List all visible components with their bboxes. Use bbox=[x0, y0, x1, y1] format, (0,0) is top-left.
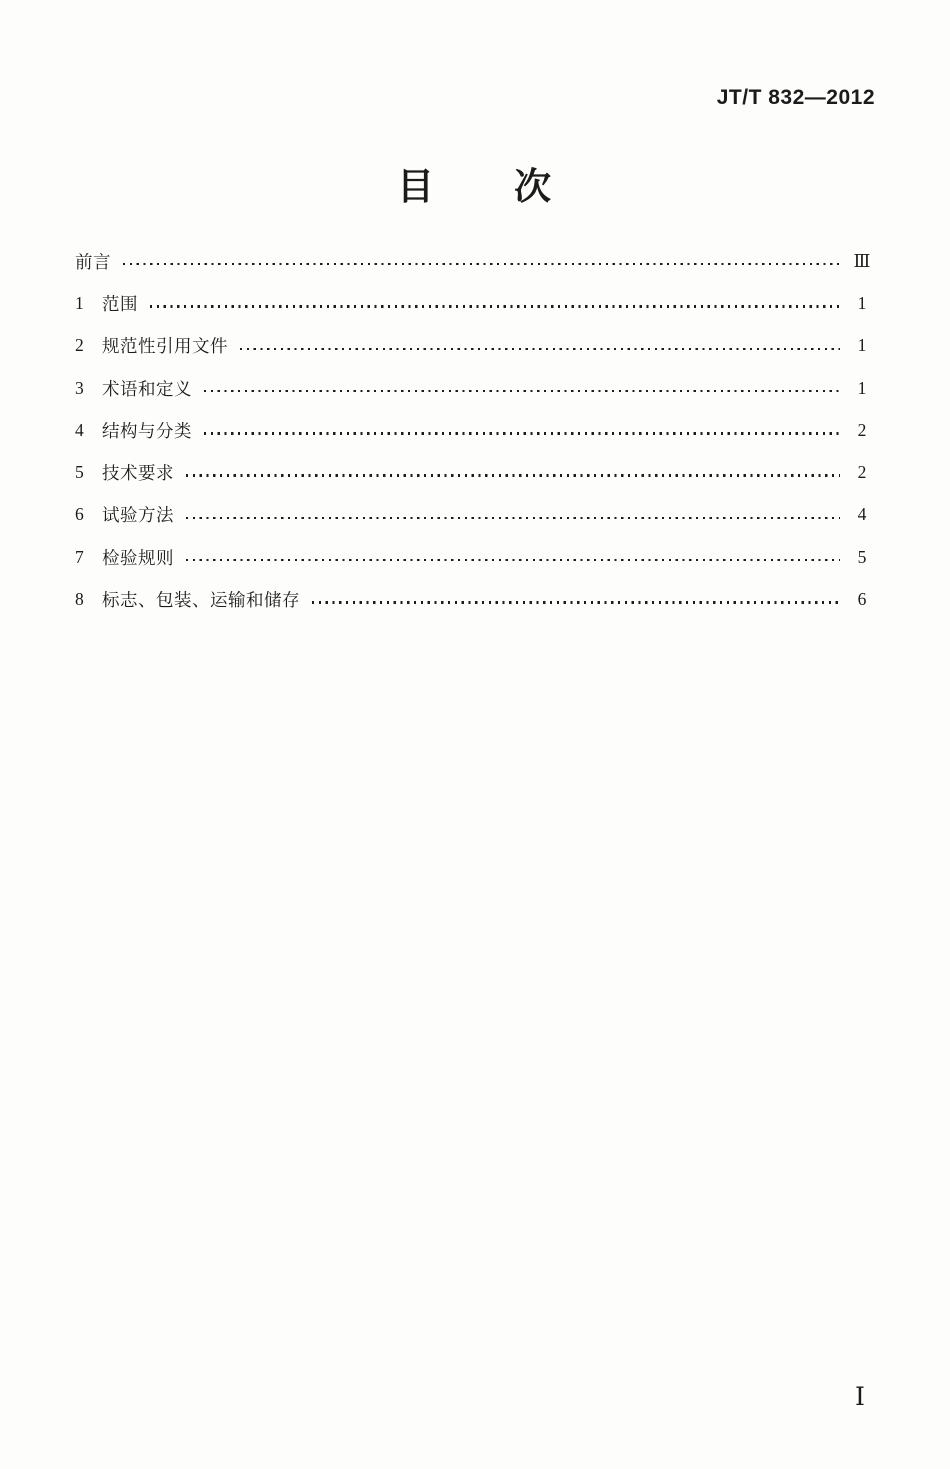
toc-entry-marking-packaging-transport-storage bbox=[75, 578, 874, 620]
dot-leader bbox=[204, 390, 840, 392]
toc-entry-page: 5 bbox=[857, 546, 867, 567]
toc-entry-number: 4 bbox=[75, 419, 84, 440]
toc-entry-technical-requirements bbox=[75, 451, 874, 493]
toc-entry-title: 规范性引用文件 bbox=[102, 336, 228, 357]
dot-leader bbox=[204, 432, 840, 434]
toc-entry-page: 1 bbox=[857, 292, 867, 313]
toc-entry-number: 2 bbox=[75, 335, 84, 356]
toc-entry-title: 结构与分类 bbox=[102, 420, 192, 441]
toc-entry-title: 试验方法 bbox=[102, 505, 174, 526]
toc-entry-page: 2 bbox=[857, 419, 867, 440]
dot-leader bbox=[312, 601, 840, 603]
toc-entry-page: 6 bbox=[857, 589, 867, 610]
dot-leader bbox=[186, 517, 840, 519]
page-title: 目 次 bbox=[397, 166, 553, 207]
toc-entry-title: 术语和定义 bbox=[102, 378, 192, 399]
toc-entry-number: 3 bbox=[75, 377, 84, 398]
document-page bbox=[0, 86, 950, 1469]
toc-entry-title: 标志、包装、运输和储存 bbox=[102, 590, 300, 611]
toc-entry-foreword bbox=[75, 240, 874, 282]
toc-entry-terms-definitions bbox=[75, 367, 874, 409]
doc-number: JT/T 832—2012 bbox=[716, 86, 875, 109]
toc-entry-title: 范围 bbox=[102, 293, 138, 314]
toc-entry-number: 6 bbox=[75, 504, 84, 525]
toc-entry-page: 2 bbox=[857, 462, 867, 483]
dot-leader bbox=[186, 559, 840, 561]
toc-entry-structure-classification bbox=[75, 409, 874, 451]
toc-entry-normative-references bbox=[75, 325, 874, 367]
dot-leader bbox=[240, 348, 840, 350]
toc-entry-inspection-rules bbox=[75, 536, 874, 578]
table-of-contents bbox=[0, 240, 950, 621]
toc-entry-title: 前言 bbox=[75, 251, 111, 272]
toc-entry-number: 7 bbox=[75, 546, 84, 567]
toc-entry-page: 1 bbox=[857, 377, 867, 398]
dot-leader bbox=[150, 305, 840, 307]
toc-entry-page: 4 bbox=[857, 504, 867, 525]
footer-page-number: Ⅰ bbox=[855, 1382, 865, 1411]
toc-entry-title: 检验规则 bbox=[102, 547, 174, 568]
toc-entry-page: Ⅲ bbox=[853, 250, 871, 271]
toc-entry-number: 5 bbox=[75, 462, 84, 483]
toc-entry-title: 技术要求 bbox=[102, 463, 174, 484]
toc-entry-scope bbox=[75, 282, 874, 324]
dot-leader bbox=[186, 474, 840, 476]
toc-entry-number: 1 bbox=[75, 292, 84, 313]
toc-entry-test-methods bbox=[75, 494, 874, 536]
toc-entry-number: 8 bbox=[75, 589, 84, 610]
toc-entry-page: 1 bbox=[857, 335, 867, 356]
dot-leader bbox=[123, 263, 840, 265]
